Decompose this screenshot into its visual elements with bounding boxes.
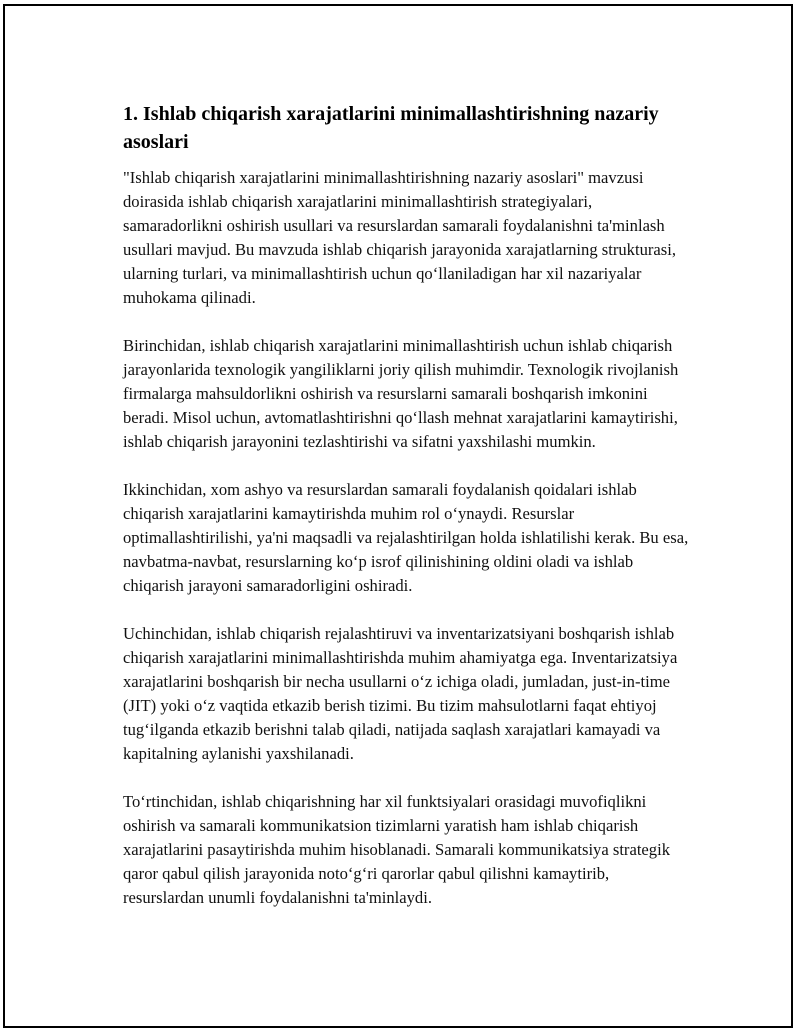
paragraph-third: Uchinchidan, ishlab chiqarish rejalashtiruvi va inventarizatsiyani boshqarish ishlab chiqarish xarajatlarini minimallashtirishda muhim ahamiyatga ega. Inventarizatsiya xarajatlarini boshqarish bir necha usullarni o‘z ichiga oladi, jumladan, just-in-time (JIT) yoki o‘z vaqtida etkazib berish tizimi. Bu tizim mahsulotlarni faqat ehtiyoj tug‘ilganda etkazib berishni talab qiladi, natijada saqlash xarajatlari kamayadi va kapitalning aylanishi yaxshilanadi. — [123, 624, 678, 763]
paragraph-first: Birinchidan, ishlab chiqarish xarajatlarini minimallashtirish uchun ishlab chiqarish jarayonlarida texnologik yangiliklarni joriy qilish muhimdir. Texnologik rivojlanish firmalarga mahsuldorlikni oshirish va resurslarni samarali boshqarish imkonini beradi. Misol uchun, avtomatlashtirishni qo‘llash mehnat xarajatlarini kamaytirishi, ishlab chiqarish jarayonini tezlashtirishi va sifatni yaxshilashi mumkin. — [123, 336, 679, 451]
section-heading: 1. Ishlab chiqarish xarajatlarini minimallashtirishning nazariy asoslari — [123, 103, 659, 153]
paragraph-fourth: To‘rtinchidan, ishlab chiqarishning har xil funktsiyalari orasidagi muvofiqlikni oshirish va samarali kommunikatsion tizimlarni yaratish ham ishlab chiqarish xarajatlarini pasaytirishda muhim hisoblanadi. Samarali kommunikatsiya strategik qaror qabul qilish jarayonida noto‘g‘ri qarorlar qabul qilishni kamaytirib, resurslardan unumli foydalanishni ta'minlaydi. — [123, 792, 671, 907]
paragraph-second: Ikkinchidan, xom ashyo va resurslardan samarali foydalanish qoidalari ishlab chiqarish xarajatlarini kamaytirishda muhim rol o‘ynaydi. Resurslar optimallashtirilishi, ya'ni maqsadli va rejalashtirilgan holda ishlatilishi kerak. Bu esa, navbatma-navbat, resurslarning ko‘p isrof qilinishining oldini oladi va ishlab chiqarish jarayoni samaradorligini oshiradi. — [123, 480, 689, 595]
paragraph-intro: "Ishlab chiqarish xarajatlarini minimallashtirishning nazariy asoslari" mavzusi doirasida ishlab chiqarish xarajatlarini minimallashtirish strategiyalari, samaradorlikni oshirish usullari va resurslardan samarali foydalanishni ta'minlash usullari mavjud. Bu mavzuda ishlab chiqarish jarayonida xarajatlarning strukturasi, ularning turlari, va minimallashtirish uchun qo‘llaniladigan har xil nazariyalar muhokama qilinadi. — [123, 168, 676, 307]
page-frame — [3, 4, 793, 1028]
document-body — [123, 100, 693, 934]
